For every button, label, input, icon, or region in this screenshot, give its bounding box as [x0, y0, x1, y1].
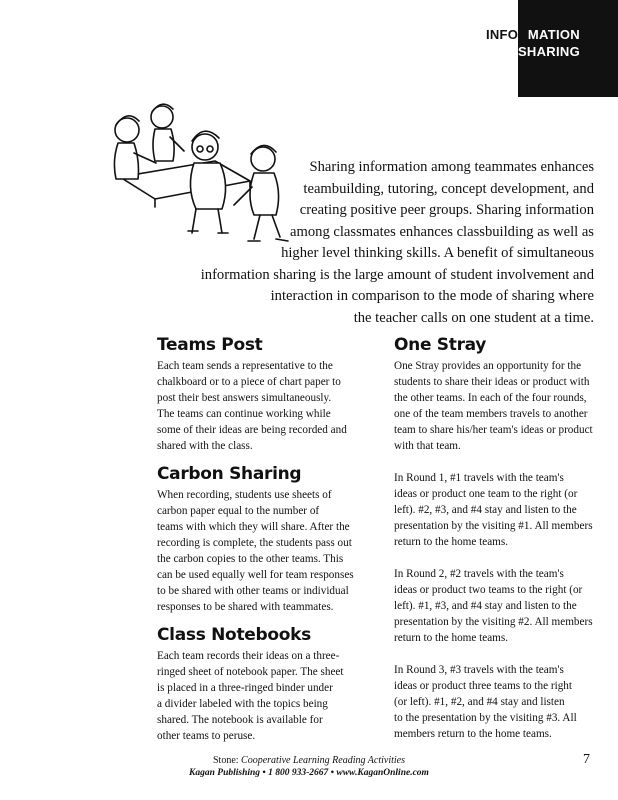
intro-line: teambuilding, tutoring, concept development, and — [303, 180, 594, 197]
one-stray-body: One Stray provides an opportunity for the students to share their ideas or product with the other teams. In each of the four rounds, one of the team members travels to another team to share his/her team's ideas or product with that team. — [394, 360, 593, 452]
teams-post-body: Each team sends a representative to the chalkboard or to a piece of chart paper to post their best answers simultaneously. The teams can continue working while some of their ideas are being recorded and shared with the class. — [157, 360, 347, 452]
header-title-line-1: INFORMATION — [485, 27, 580, 42]
carbon-sharing-body: When recording, students use sheets of carbon paper equal to the number of teams with which they will share. After the recording is complete, the students pass out the carbon copies to the other teams. This can be used equally well for team responses to be shared with other teams or individual responses to be shared with teammates. — [157, 489, 354, 613]
one-stray-heading: One Stray — [394, 335, 487, 355]
one-stray-round-1: In Round 1, #1 travels with the team's ideas or product one team to the right (or left). #2, #3, and #4 stay and listen to the presentation by the visiting #1. All members return to the home teams. — [394, 472, 593, 548]
class-notebooks-body: Each team records their ideas on a three- ringed sheet of notebook paper. The sheet is placed in a three-ringed binder under a divider labeled with the topics being shared. The notebook is available for other teams to peruse. — [157, 650, 344, 742]
intro-line: Sharing information among teammates enhances — [309, 159, 594, 175]
one-stray-round-2: In Round 2, #2 travels with the team's ideas or product two teams to the right (or left). #1, #3, and #4 stay and listen to the presentation by the visiting #2. All members return to the home teams. — [394, 568, 593, 644]
intro-line: among classmates enhances classbuilding as well as — [290, 223, 594, 240]
intro-line: creating positive peer groups. Sharing information — [299, 202, 594, 218]
carbon-sharing-heading: Carbon Sharing — [157, 464, 302, 484]
intro-line: higher level thinking skills. A benefit of simultaneous — [281, 245, 594, 261]
intro-line: information sharing is the large amount of student involvement and — [200, 266, 594, 283]
teams-post-heading: Teams Post — [157, 335, 263, 355]
one-stray-round-3: In Round 3, #3 travels with the team's ideas or product three teams to the right (or left). #1, #2, and #4 stay and listen to the presentation by the visiting #3. All members return to the home teams. — [394, 664, 577, 740]
right-column — [394, 334, 616, 742]
footer-citation: Stone: Cooperative Learning Reading Activities — [212, 755, 406, 766]
header-title-line-2: SHARING — [517, 44, 580, 59]
footer-publisher: Kagan Publishing • 1 800 933-2667 • www.KaganOnline.com — [189, 768, 429, 778]
intro-paragraph — [170, 157, 594, 329]
intro-line: interaction in comparison to the mode of sharing where — [270, 288, 594, 304]
left-column — [157, 334, 379, 744]
page-number: 7 — [583, 752, 590, 767]
intro-line: the teacher calls on one student at a time. — [353, 309, 594, 326]
class-notebooks-heading: Class Notebooks — [157, 625, 311, 645]
